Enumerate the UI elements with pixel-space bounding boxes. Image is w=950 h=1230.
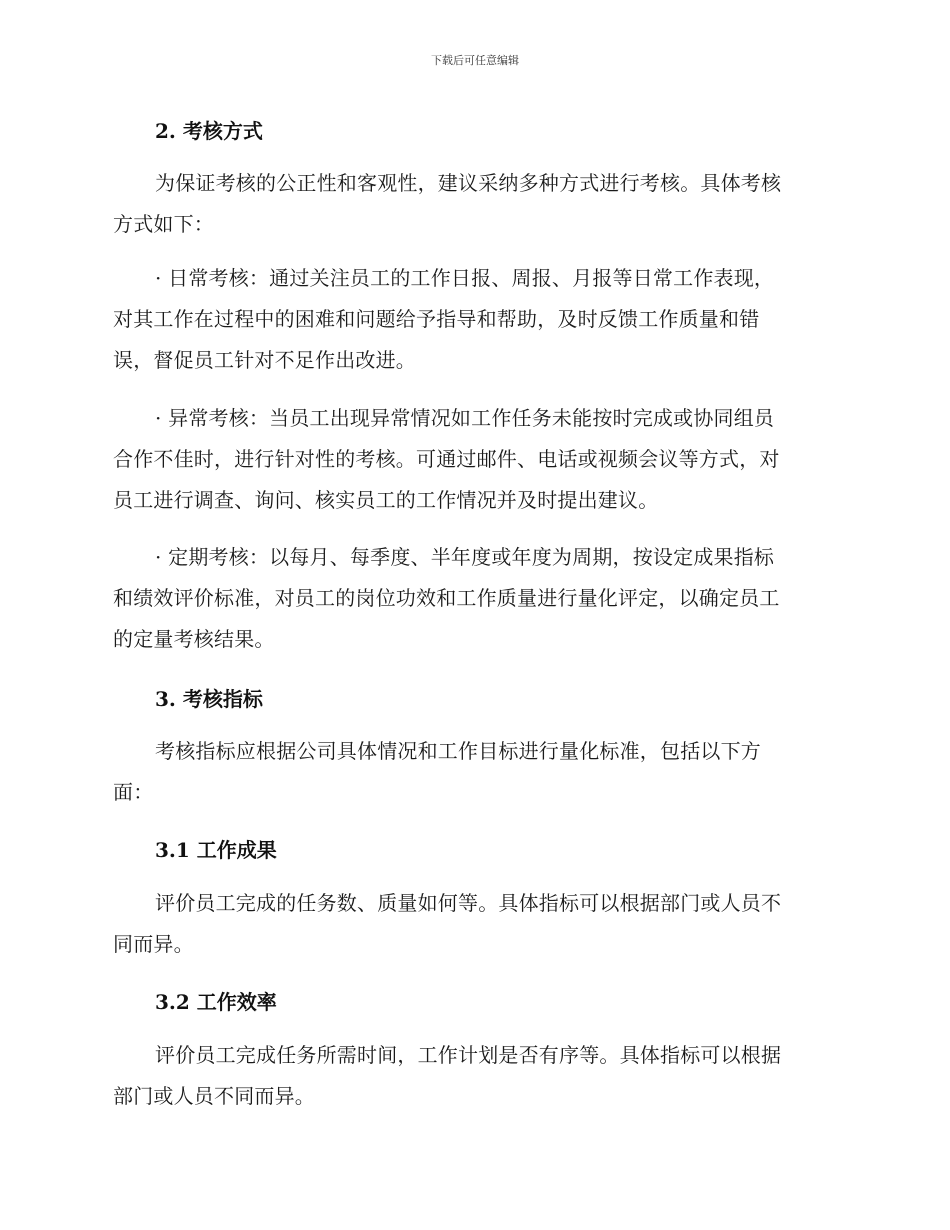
section-2-intro-line-1: 为保证考核的公正性和客观性，建议采纳多种方式进行考核。具体考核 xyxy=(155,171,782,195)
method-exception-line-1: · 异常考核：当员工出现异常情况如工作任务未能按时完成或协同组员 xyxy=(155,406,775,430)
method-periodic-line-1: · 定期考核：以每月、每季度、半年度或年度为周期，按设定成果指标 xyxy=(155,545,775,569)
subsection-3-1-line-1: 评价员工完成的任务数、质量如何等。具体指标可以根据部门或人员不 xyxy=(155,891,782,915)
subsection-3-2-line-1: 评价员工完成任务所需时间，工作计划是否有序等。具体指标可以根据 xyxy=(155,1043,782,1067)
subsection-3-2-body xyxy=(113,1035,833,1117)
section-3-intro-line-1: 考核指标应根据公司具体情况和工作目标进行量化标准，包括以下方 xyxy=(155,739,761,763)
method-periodic-line-3: 的定量考核结果。 xyxy=(113,627,275,651)
method-exception-line-3: 员工进行调查、询问、核实员工的工作情况并及时提出建议。 xyxy=(113,488,659,512)
section-3-intro-line-2: 面： xyxy=(113,780,154,804)
method-daily-review xyxy=(113,258,833,381)
method-periodic-line-2: 和绩效评价标准，对员工的岗位功效和工作质量进行量化评定，以确定员工 xyxy=(113,586,780,610)
subsection-3-1-body xyxy=(113,883,833,965)
method-daily-line-2: 对其工作在过程中的困难和问题给予指导和帮助，及时反馈工作质量和错 xyxy=(113,307,760,331)
section-2-heading: 2. 考核方式 xyxy=(155,119,263,143)
subsection-3-1-heading: 3.1 工作成果 xyxy=(155,838,277,862)
subsection-3-2-line-2: 部门或人员不同而异。 xyxy=(113,1084,315,1108)
method-daily-line-3: 误，督促员工针对不足作出改进。 xyxy=(113,348,416,372)
section-2-intro xyxy=(113,163,833,245)
method-periodic-review xyxy=(113,537,833,660)
subsection-3-1-line-2: 同而异。 xyxy=(113,932,194,956)
method-exception-review xyxy=(113,398,833,521)
section-2-intro-line-2: 方式如下： xyxy=(113,212,214,236)
section-3-heading: 3. 考核指标 xyxy=(155,687,263,711)
subsection-3-2-heading: 3.2 工作效率 xyxy=(155,990,277,1014)
method-exception-line-2: 合作不佳时，进行针对性的考核。可通过邮件、电话或视频会议等方式，对 xyxy=(113,447,780,471)
section-3-intro xyxy=(113,731,833,813)
method-daily-line-1: · 日常考核：通过关注员工的工作日报、周报、月报等日常工作表现， xyxy=(155,266,775,290)
page-header-note: 下载后可任意编辑 xyxy=(431,54,519,67)
